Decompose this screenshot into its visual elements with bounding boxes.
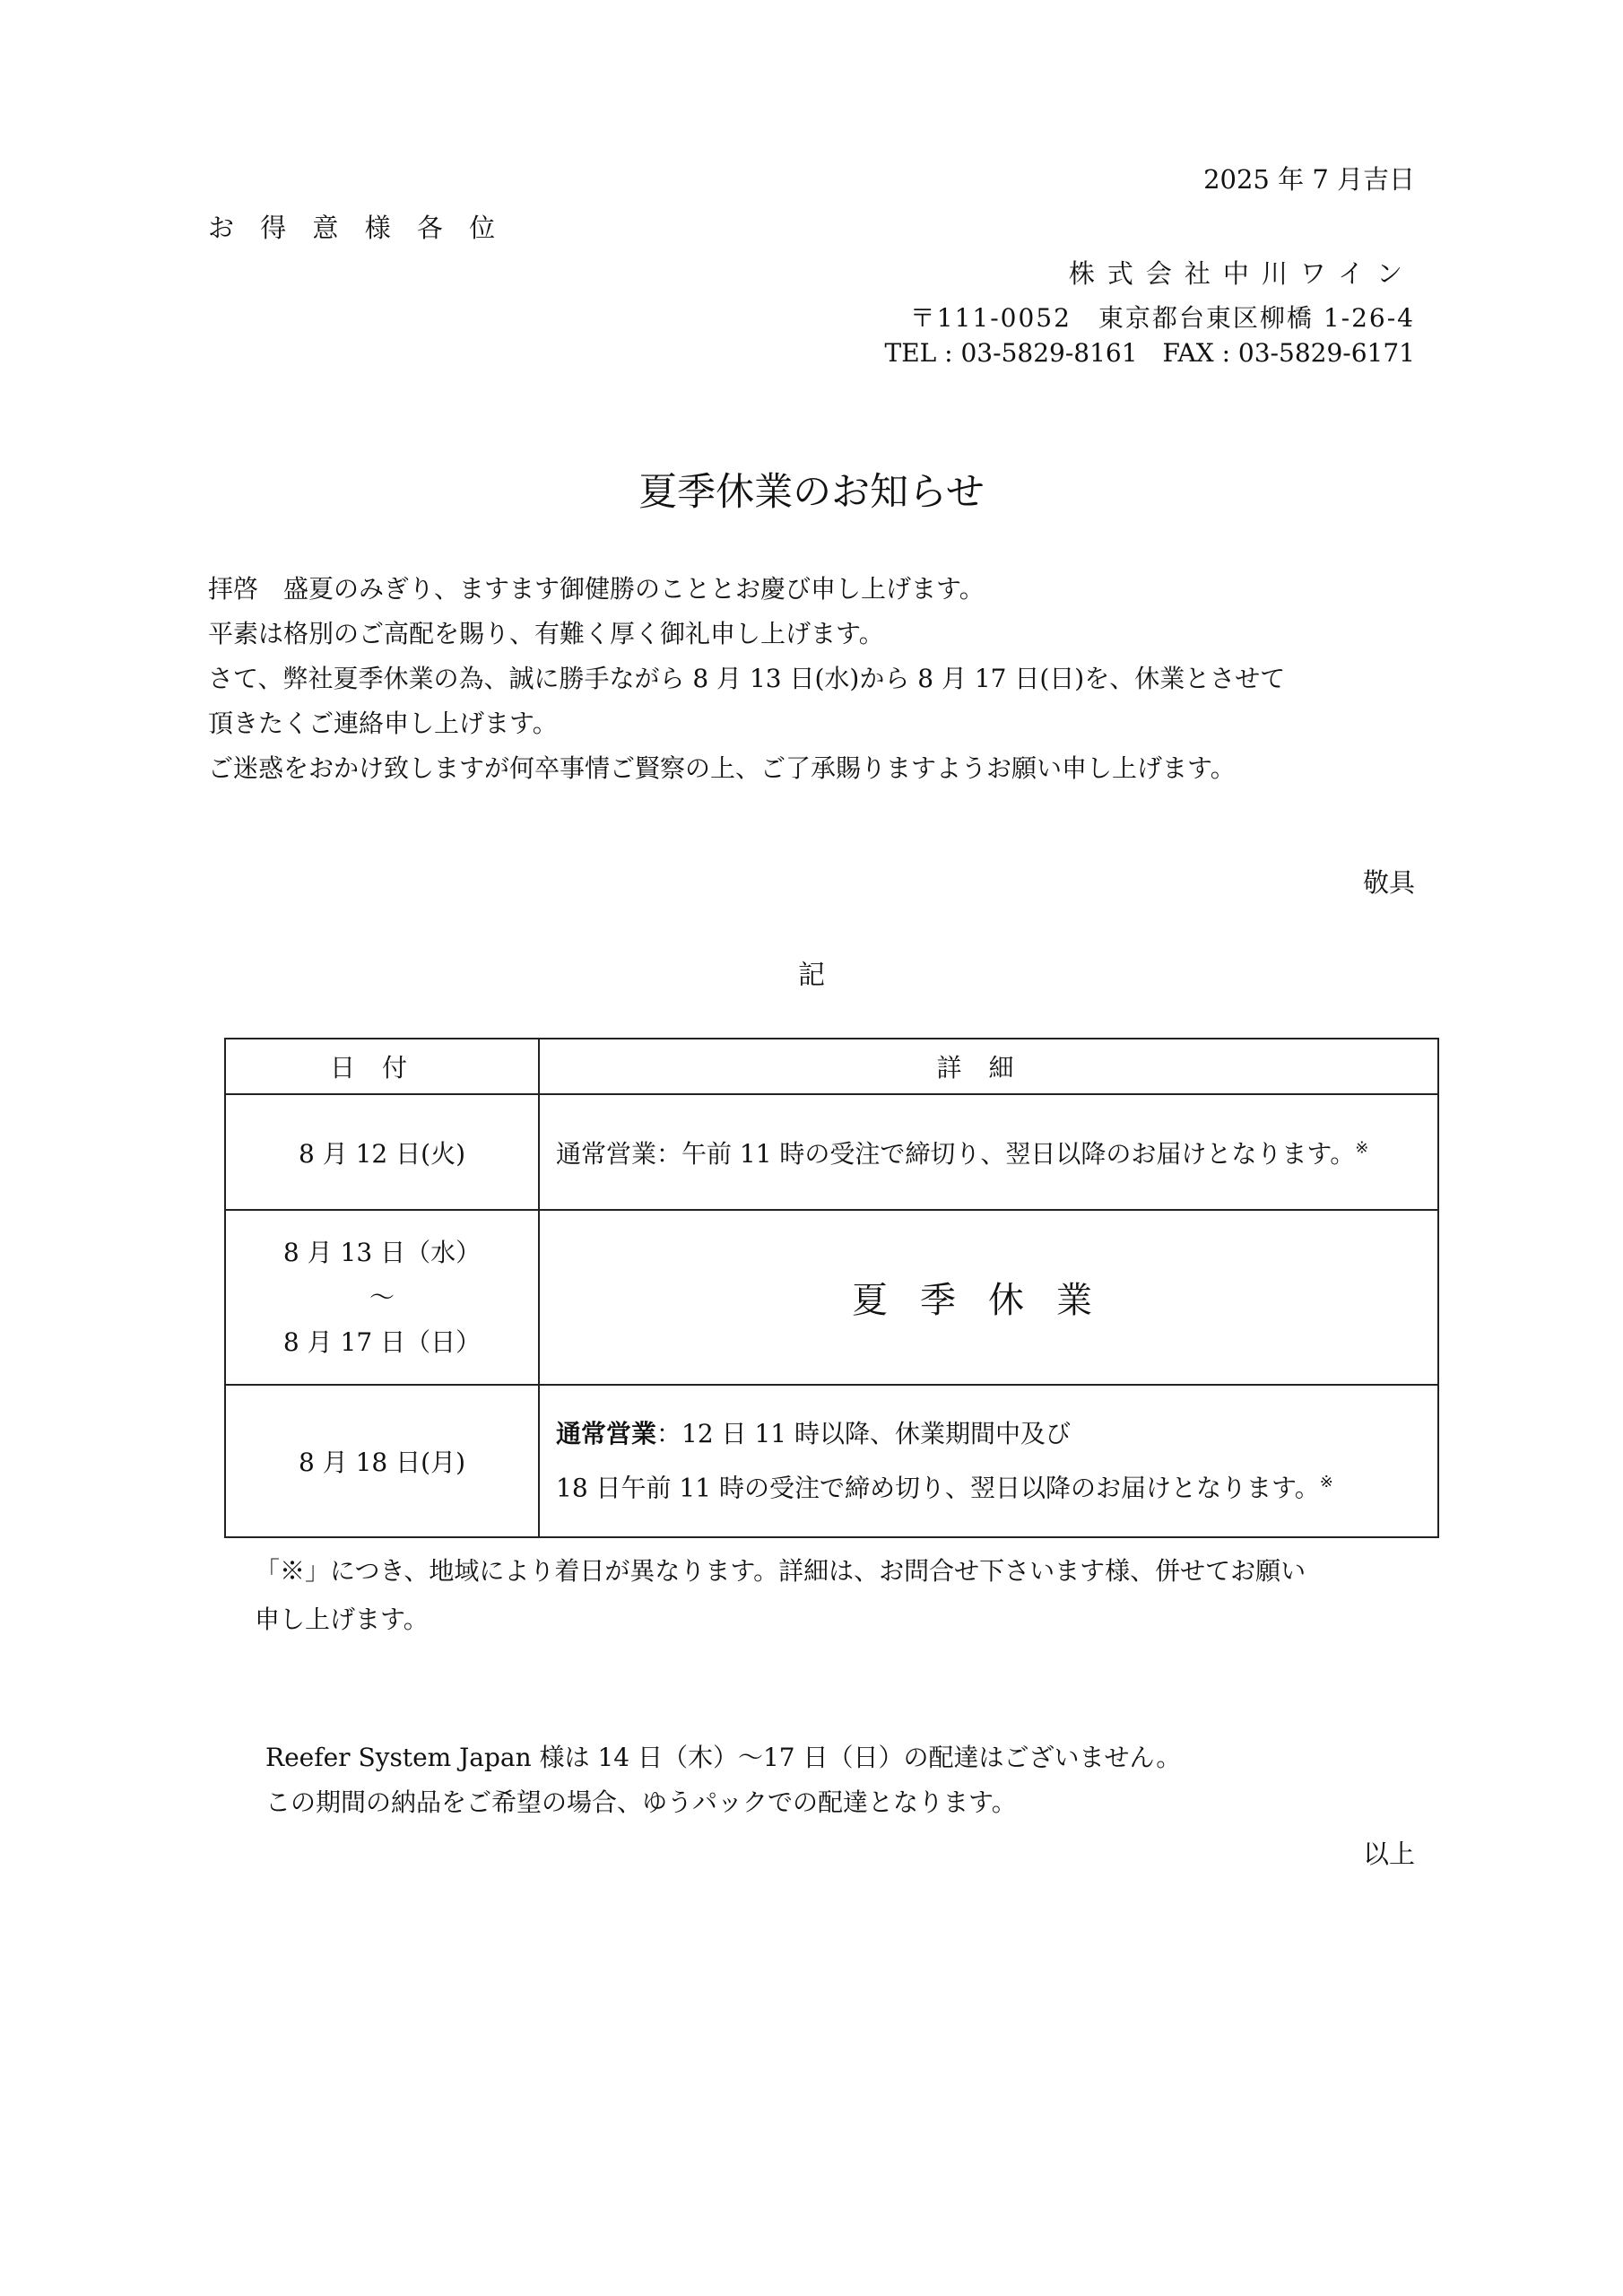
detail-bold: 通常営業 bbox=[556, 1418, 657, 1448]
body-line: 頂きたくご連絡申し上げます。 bbox=[208, 709, 558, 738]
document-title: 夏季休業のお知らせ bbox=[638, 470, 985, 515]
body-line: 拝啓 盛夏のみぎり、ますます御健勝のこととお慶び申し上げます。 bbox=[208, 574, 985, 604]
ki-heading: 記 bbox=[798, 960, 825, 991]
footnote-line: 「※」につき、地域により着日が異なります。詳細は、お問合せ下さいます様、併せてお願い bbox=[255, 1556, 1306, 1586]
row-detail bbox=[539, 1094, 1438, 1210]
delivery-line: Reefer System Japan 様は 14 日（木）～17 日（日）の配達はございません。 bbox=[265, 1743, 1182, 1772]
table-row bbox=[225, 1210, 1438, 1385]
range-from: 8 月 13 日（水） bbox=[282, 1237, 482, 1267]
schedule-table bbox=[224, 1038, 1439, 1538]
range-to: 8 月 17 日（日） bbox=[282, 1326, 482, 1357]
body-line: 平素は格別のご高配を賜り、有難く厚く御礼申し上げます。 bbox=[208, 619, 884, 648]
document-date: 2025 年 7 月吉日 bbox=[1203, 164, 1415, 195]
table-row bbox=[225, 1385, 1438, 1537]
company-address: 〒111-0052 東京都台東区柳橋 1-26-4 bbox=[909, 303, 1415, 333]
table-row bbox=[225, 1094, 1438, 1210]
table-header-row bbox=[225, 1039, 1438, 1094]
row-detail bbox=[539, 1385, 1438, 1537]
summer-holiday-label: 夏季休業 bbox=[539, 1210, 1438, 1385]
note-mark: ※ bbox=[1319, 1472, 1333, 1492]
header-detail: 詳細 bbox=[539, 1039, 1438, 1094]
delivery-notice bbox=[265, 1735, 1181, 1825]
row-date-range bbox=[225, 1210, 539, 1385]
body-line: ご迷惑をおかけ致しますが何卒事情ご賢察の上、ご了承賜りますようお願い申し上げます。 bbox=[208, 753, 1236, 783]
delivery-line: この期間の納品をご希望の場合、ゆうパックでの配達となります。 bbox=[265, 1787, 1017, 1817]
header-date: 日付 bbox=[225, 1039, 539, 1094]
footnote bbox=[255, 1547, 1438, 1644]
note-mark: ※ bbox=[1355, 1138, 1369, 1158]
company-contact: TEL : 03-5829-8161 FAX : 03-5829-6171 bbox=[884, 338, 1415, 368]
footnote-line: 申し上げます。 bbox=[255, 1605, 429, 1634]
company-name: 株式会社中川ワイン bbox=[1068, 258, 1415, 289]
recipient: お 得 意 様 各 位 bbox=[208, 213, 505, 243]
detail-line bbox=[556, 1410, 1436, 1458]
detail-text: ：12 日 11 時以降、休業期間中及び bbox=[656, 1418, 1071, 1448]
closing-ijou: 以上 bbox=[1362, 1839, 1415, 1869]
row-date: 8 月 12 日(火) bbox=[225, 1094, 539, 1210]
range-tilde: ～ bbox=[369, 1282, 395, 1312]
closing-keigu: 敬具 bbox=[1362, 867, 1415, 898]
detail-text: 18 日午前 11 時の受注で締め切り、翌日以降のお届けとなります。 bbox=[556, 1473, 1320, 1503]
detail-text: 通常営業：午前 11 時の受注で締切り、翌日以降のお届けとなります。 bbox=[556, 1138, 1356, 1169]
detail-line bbox=[556, 1458, 1436, 1512]
row-date: 8 月 18 日(月) bbox=[225, 1385, 539, 1537]
body-line: さて、弊社夏季休業の為、誠に勝手ながら 8 月 13 日(水)から 8 月 17 日(日)を、休業とさせて bbox=[208, 664, 1286, 693]
letter-body bbox=[208, 567, 1285, 791]
